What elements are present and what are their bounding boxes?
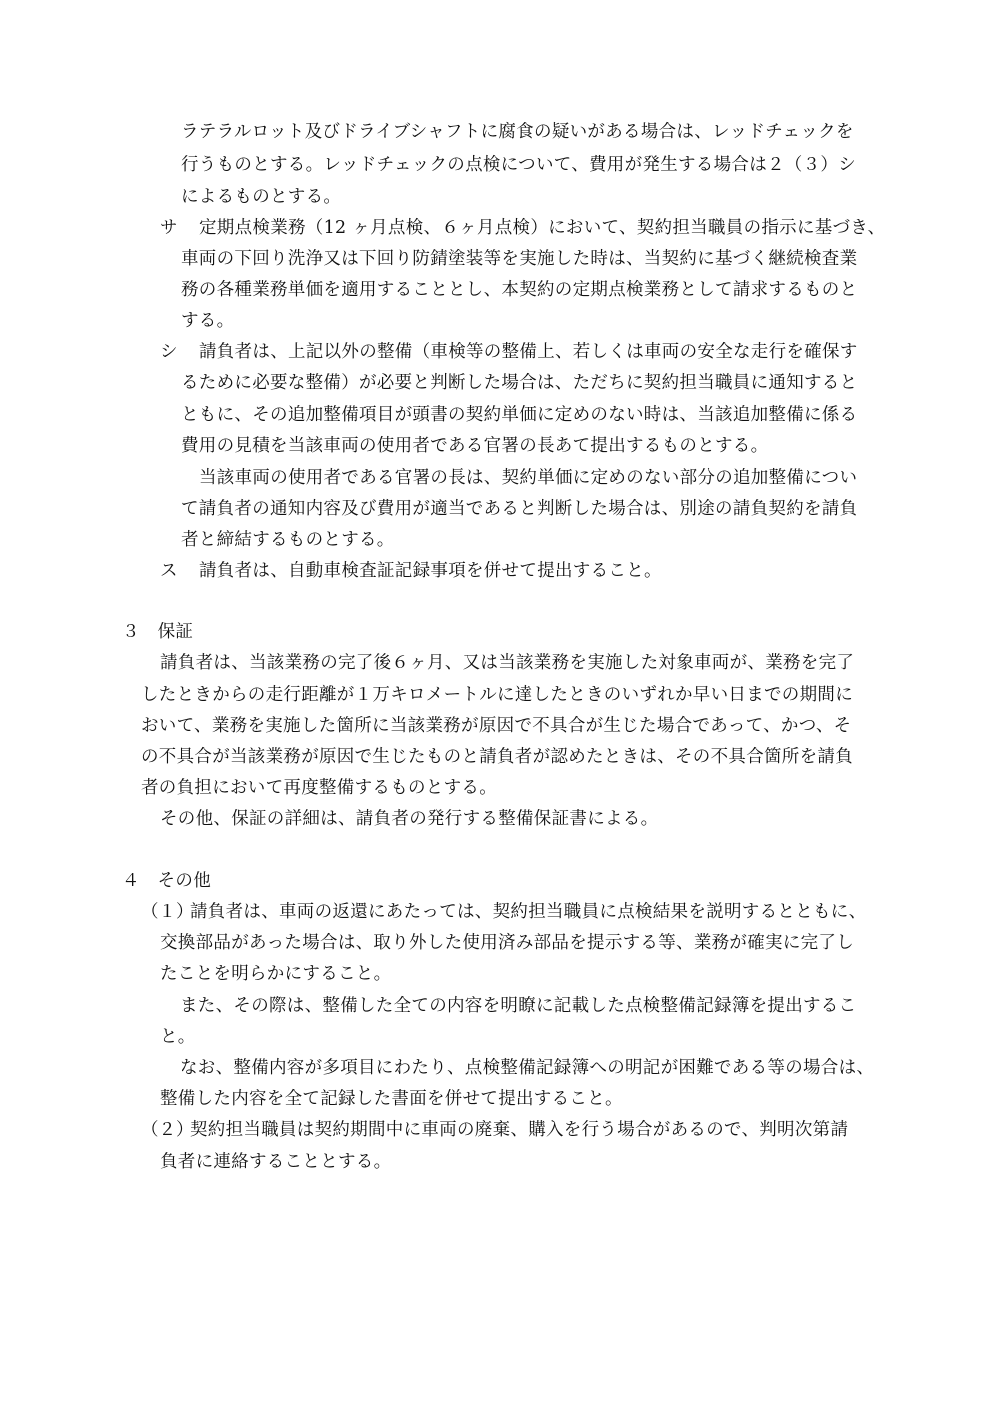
item-shi-line-3: ともに、その追加整備項目が頭書の契約単価に定めのない時は、当該追加整備に係る xyxy=(181,405,858,425)
item-su-line-1: 請負者は、自動車検査証記録事項を併せて提出すること。 xyxy=(199,561,662,581)
section-4-item-1-line-2: 交換部品があった場合は、取り外した使用済み部品を提示する等、業務が確実に完了し xyxy=(160,933,855,953)
item-shi-para2-line-3: 者と締結するものとする。 xyxy=(181,530,395,550)
item-ko-line-1: ラテラルロット及びドライブシャフトに腐食の疑いがある場合は、レッドチェックを xyxy=(181,122,854,142)
section-3-para1-line-1: 請負者は、当該業務の完了後６ヶ月、又は当該業務を実施した対象車両が、業務を完了 xyxy=(160,653,855,673)
item-shi-line-2: るために必要な整備）が必要と判断した場合は、ただちに契約担当職員に通知すると xyxy=(181,373,858,393)
section-4-item-2-line-2: 負者に連絡することとする。 xyxy=(160,1152,392,1172)
item-su-marker: ス xyxy=(160,561,178,581)
section-3-para1-line-3: おいて、業務を実施した箇所に当該業務が原因で不具合が生じた場合であって、かつ、そ xyxy=(141,716,852,736)
item-sa-marker: サ xyxy=(160,218,178,238)
section-3-para2-line-1: その他、保証の詳細は、請負者の発行する整備保証書による。 xyxy=(160,809,659,829)
item-sa-line-4: する。 xyxy=(181,311,235,331)
item-shi-line-1: 請負者は、上記以外の整備（車検等の整備上、若しくは車両の安全な走行を確保す xyxy=(199,342,858,362)
section-3-para1-line-4: の不具合が当該業務が原因で生じたものと請負者が認めたときは、その不具合箇所を請負 xyxy=(141,747,853,767)
item-ko-line-2: 行うものとする。レッドチェックの点検について、費用が発生する場合は２（３）シ xyxy=(181,155,856,175)
item-sa-line-1: 定期点検業務（12 ヶ月点検、６ヶ月点検）において、契約担当職員の指示に基づき、 xyxy=(199,218,886,238)
section-4-item-1-para2-line-1: また、その際は、整備した全ての内容を明瞭に記載した点検整備記録簿を提出するこ xyxy=(180,996,857,1016)
section-3-heading: ３ 保証 xyxy=(122,622,194,642)
item-shi-para2-line-2: て請負者の通知内容及び費用が適当であると判断した場合は、別途の請負契約を請負 xyxy=(181,499,858,519)
item-shi-marker: シ xyxy=(160,342,178,362)
section-4-item-1-para2-line-2: と。 xyxy=(160,1027,196,1047)
section-3-para1-line-5: 者の負担において再度整備するものとする。 xyxy=(141,778,497,798)
section-4-item-1-line-3: たことを明らかにすること。 xyxy=(160,964,392,984)
section-4-item-2-marker: （２） xyxy=(141,1120,194,1140)
section-4-item-1-line-1: 請負者は、車両の返還にあたっては、契約担当職員に点検結果を説明するとともに、 xyxy=(190,902,867,922)
section-3-para1-line-2: したときからの走行距離が１万キロメートルに達したときのいずれか早い日までの期間に xyxy=(141,685,853,705)
section-4-item-1-marker: （１） xyxy=(141,902,194,922)
item-shi-line-4: 費用の見積を当該車両の使用者である官署の長あて提出するものとする。 xyxy=(181,436,769,456)
item-sa-line-2: 車両の下回り洗浄又は下回り防錆塗装等を実施した時は、当契約に基づく継続検査業 xyxy=(181,249,858,269)
item-sa-line-3: 務の各種業務単価を適用することとし、本契約の定期点検業務として請求するものと xyxy=(181,280,858,300)
section-4-heading: ４ その他 xyxy=(122,871,211,891)
item-ko-line-3: によるものとする。 xyxy=(181,187,342,207)
section-4-item-1-para3-line-2: 整備した内容を全て記録した書面を併せて提出すること。 xyxy=(160,1089,623,1109)
section-4-item-2-line-1: 契約担当職員は契約期間中に車両の廃棄、購入を行う場合があるので、判明次第請 xyxy=(190,1120,849,1140)
item-shi-para2-line-1: 当該車両の使用者である官署の長は、契約単価に定めのない部分の追加整備につい xyxy=(199,468,858,488)
section-4-item-1-para3-line-1: なお、整備内容が多項目にわたり、点検整備記録簿への明記が困難である等の場合は、 xyxy=(180,1058,875,1078)
